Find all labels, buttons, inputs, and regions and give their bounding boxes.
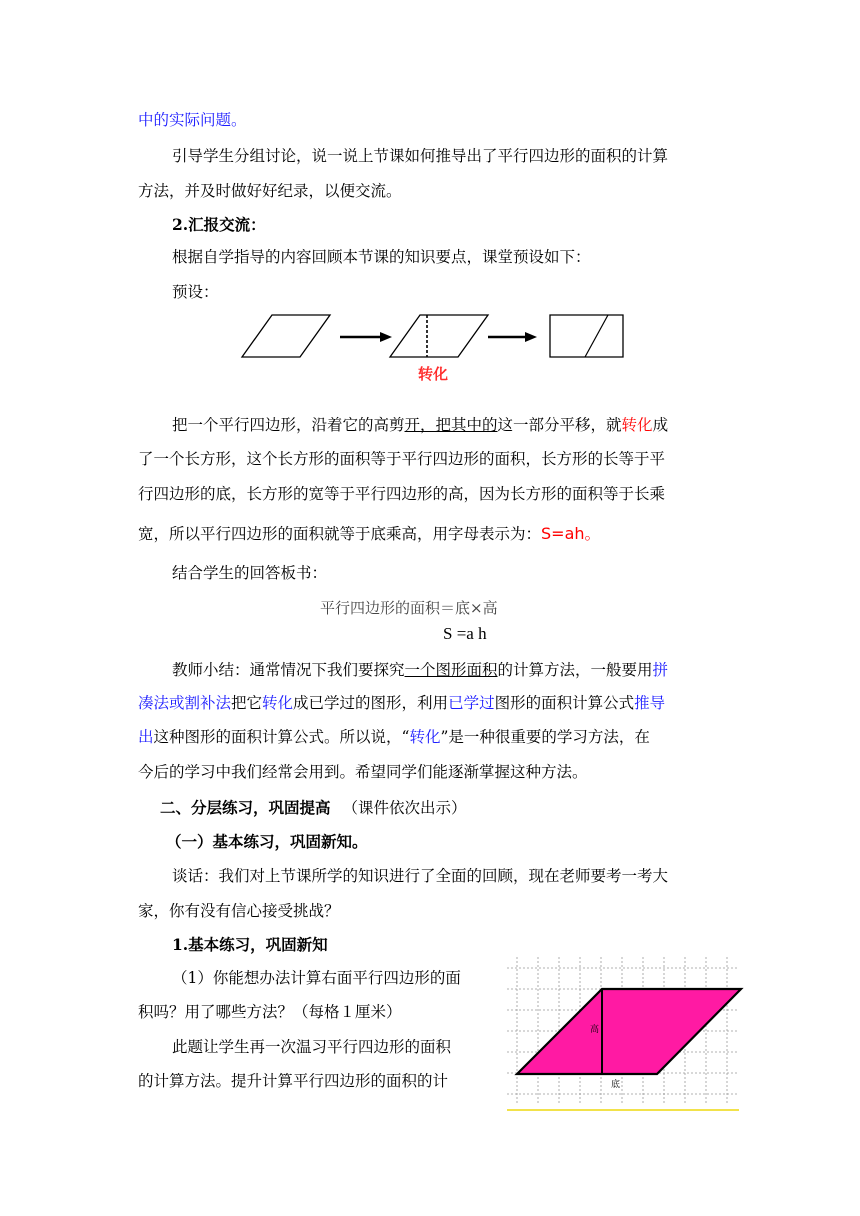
paragraph-2: 根据自学指导的内容回顾本节课的知识要点，课堂预设如下： <box>172 248 591 266</box>
subsection-basic-practice: （一）基本练习，巩固新知。 <box>166 832 368 851</box>
paragraph-7-line-2: 家，你有没有信心接受挑战？ <box>138 902 340 920</box>
heading-basic-practice: 1.基本练习，巩固新知 <box>172 935 328 954</box>
paragraph-9-line-1: 此题让学生再一次温习平行四边形的面积 <box>172 1038 452 1056</box>
paragraph-6-line-2: 凑法或割补法把它转化成已学过的图形，利用已学过图形的面积计算公式推导 <box>138 694 666 712</box>
formula-letters: S =a h <box>443 624 487 643</box>
question-1-line-2: 积吗？用了哪些方法？（每格１厘米） <box>138 1003 402 1021</box>
paragraph-6-line-4: 今后的学习中我们经常会用到。希望同学们能逐渐掌握这种方法。 <box>138 763 588 781</box>
transformation-diagram <box>230 305 630 387</box>
parallelogram-cut-shape <box>390 315 488 357</box>
preset-label: 预设： <box>172 283 219 301</box>
continued-text: 中的实际问题。 <box>138 111 247 129</box>
arrow-2-head <box>525 332 537 342</box>
paragraph-4-line-2: 了一个长方形，这个长方形的面积等于平行四边形的面积，长方形的长等于平 <box>138 450 666 468</box>
height-label: 高 <box>590 1025 600 1035</box>
rectangle-shape <box>550 315 623 357</box>
parallelogram-shape <box>242 315 330 357</box>
paragraph-6-line-3: 出这种图形的面积计算公式。所以说，“转化”是一种很重要的学习方法，在 <box>138 728 650 746</box>
formula-words: 平行四边形的面积＝底×高 <box>320 599 498 617</box>
paragraph-9-line-2: 的计算方法。提升计算平行四边形的面积的计 <box>138 1072 449 1090</box>
grid-parallelogram-figure <box>507 957 747 1115</box>
paragraph-4-line-3: 行四边形的底，长方形的宽等于平行四边形的高，因为长方形的面积等于长乘 <box>138 485 666 503</box>
paragraph-1-line-2: 方法，并及时做好好纪录，以便交流。 <box>138 182 402 200</box>
parallelogram-fill <box>517 989 741 1074</box>
paragraph-4-line-1: 把一个平行四边形，沿着它的高剪开，把其中的这一部分平移，就转化成 <box>172 416 669 434</box>
arrow-1-head <box>380 332 392 342</box>
section-2-heading: 二、分层练习，巩固提高 （课件依次出示） <box>160 798 467 817</box>
question-1-line-1: （1）你能想办法计算右面平行四边形的面 <box>172 969 461 987</box>
paragraph-7-line-1: 谈话：我们对上节课所学的知识进行了全面的回顾，现在老师要考一考大 <box>172 867 669 885</box>
paragraph-1-line-1: 引导学生分组讨论，说一说上节课如何推导出了平行四边形的面积的计算 <box>172 147 669 165</box>
heading-report-exchange: 2.汇报交流： <box>172 215 266 234</box>
transform-label: 转化 <box>418 365 449 383</box>
paragraph-4-line-4: 宽，所以平行四边形的面积就等于底乘高，用字母表示为：S=ah。 <box>138 524 601 543</box>
rectangle-diagonal <box>585 315 608 357</box>
paragraph-5: 结合学生的回答板书： <box>172 564 328 582</box>
paragraph-6-line-1: 教师小结：通常情况下我们要探究一个图形面积的计算方法，一般要用拼 <box>172 661 669 679</box>
base-label: 底 <box>611 1080 621 1090</box>
